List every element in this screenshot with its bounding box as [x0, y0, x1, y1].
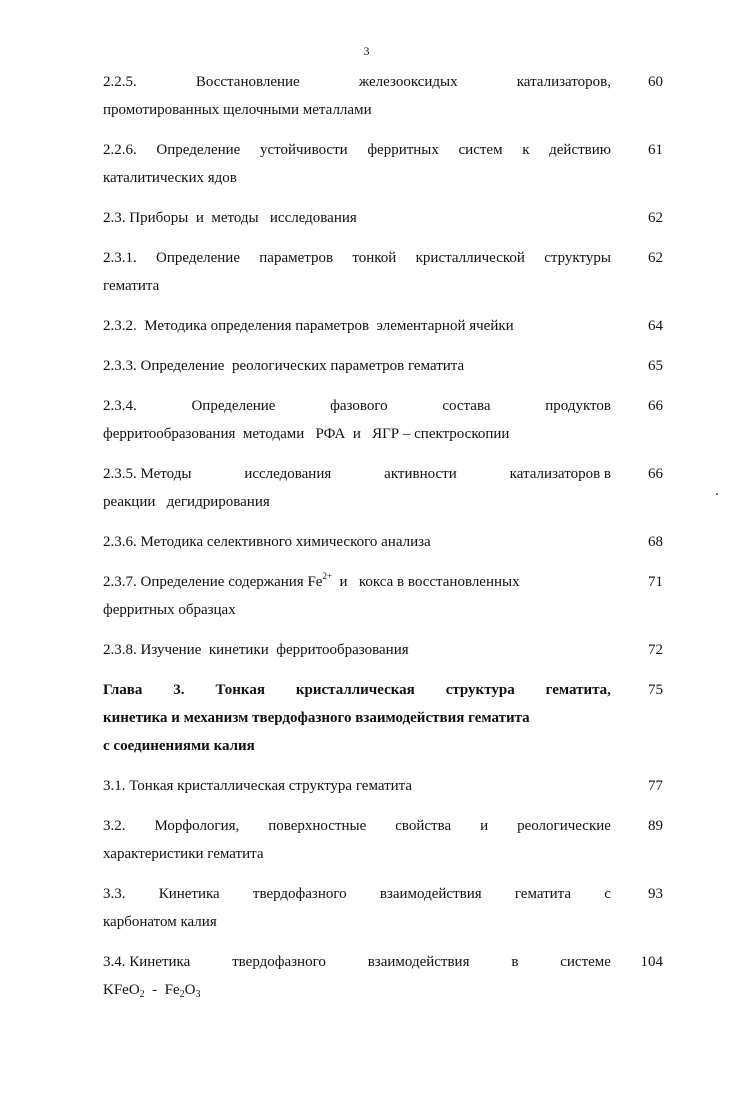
formula-separator: -: [144, 982, 165, 998]
entry-word: 3.3.: [103, 886, 126, 902]
entry-page: 68: [648, 534, 663, 550]
entry-word: системе: [560, 954, 611, 970]
entry-word: фазового: [330, 398, 388, 414]
entry-word: тонкой: [352, 250, 397, 266]
entry-line: [103, 676, 611, 704]
entry-word: твердофазного: [232, 954, 326, 970]
toc-entry-2-3-7: [103, 568, 663, 624]
entry-page: 93: [648, 886, 663, 902]
toc-entry-2-3-6: [103, 528, 663, 556]
entry-page: 89: [648, 818, 663, 834]
entry-line: [103, 568, 611, 596]
entry-word: 2.2.5.: [103, 74, 137, 90]
toc-entry-3-3: [103, 880, 663, 936]
entry-word: Определение: [156, 142, 241, 158]
entry-word: гематита: [514, 886, 572, 902]
entry-word: устойчивости: [259, 142, 348, 158]
table-of-contents: [103, 68, 663, 1016]
entry-page: 104: [640, 954, 663, 970]
entry-word: параметров: [259, 250, 334, 266]
entry-word: катализаторов,: [516, 74, 611, 90]
toc-entry-3-4: [103, 948, 663, 1004]
entry-word: продуктов: [545, 398, 611, 414]
toc-entry-2-3-8: [103, 636, 663, 664]
entry-line: [103, 812, 611, 840]
entry-word: реологические: [517, 818, 611, 834]
entry-word: ферритных: [367, 142, 439, 158]
toc-entry-2-2-5: [103, 68, 663, 124]
entry-line: 2.3.8. Изучение кинетики ферритообразования: [103, 642, 409, 658]
entry-line: [103, 244, 611, 272]
entry-line: 2.3.2. Методика определения параметров элементарной ячейки: [103, 318, 514, 334]
entry-word: 2.3.1.: [103, 250, 137, 266]
entry-word: 3.: [173, 682, 185, 698]
entry-word: поверхностные: [268, 818, 367, 834]
entry-line: промотированных щелочными металлами: [103, 102, 372, 118]
formula-part: Fe: [164, 982, 180, 998]
entry-line: 2.3. Приборы и методы исследования: [103, 210, 357, 226]
entry-line: ферритных образцах: [103, 602, 236, 618]
entry-word: состава: [442, 398, 491, 414]
entry-line: [103, 948, 611, 976]
entry-text: и кокса в восстановленных: [332, 574, 520, 590]
entry-word: взаимодействия: [367, 954, 470, 970]
toc-entry-2-3: [103, 204, 663, 232]
entry-word: действию: [549, 142, 611, 158]
scan-speck: [716, 493, 718, 495]
entry-text: 2.3.7. Определение содержания Fe: [103, 574, 323, 590]
entry-word: в: [511, 954, 519, 970]
entry-word: свойства: [395, 818, 452, 834]
entry-word: к: [522, 142, 530, 158]
entry-page: 77: [648, 778, 663, 794]
formula-line: [103, 976, 611, 1004]
entry-line: характеристики гематита: [103, 846, 264, 862]
entry-word: взаимодействия: [379, 886, 482, 902]
entry-word: 2.3.5. Методы: [103, 466, 192, 482]
entry-word: Определение: [191, 398, 276, 414]
entry-word: Кинетика: [158, 886, 220, 902]
entry-line: [103, 460, 611, 488]
entry-page: 71: [648, 574, 663, 590]
entry-word: структуры: [544, 250, 611, 266]
entry-line: [103, 136, 611, 164]
entry-page: 66: [648, 398, 663, 414]
formula-part: KFeO: [103, 982, 140, 998]
entry-page: 61: [648, 142, 663, 158]
toc-entry-3-2: [103, 812, 663, 868]
entry-line: реакции дегидрирования: [103, 494, 270, 510]
entry-word: исследования: [244, 466, 332, 482]
entry-word: Морфология,: [154, 818, 240, 834]
subscript: 2: [179, 989, 185, 1000]
subscript: 2: [139, 989, 145, 1000]
entry-word: кристаллическая: [295, 682, 415, 698]
entry-page: 66: [648, 466, 663, 482]
toc-entry-2-3-4: [103, 392, 663, 448]
entry-line: 3.1. Тонкая кристаллическая структура гематита: [103, 778, 413, 794]
toc-entry-2-3-3: [103, 352, 663, 380]
entry-page: 64: [648, 318, 663, 334]
entry-word: кристаллической: [415, 250, 525, 266]
entry-word: твердофазного: [252, 886, 347, 902]
entry-line: [103, 68, 611, 96]
entry-word: Определение: [156, 250, 240, 266]
entry-word: структура: [445, 682, 515, 698]
entry-word: 2.3.4.: [103, 398, 137, 414]
subscript: 3: [195, 989, 201, 1000]
entry-word: Тонкая: [215, 682, 265, 698]
entry-line: с соединениями калия: [103, 738, 255, 754]
entry-line: [103, 880, 611, 908]
entry-page: 65: [648, 358, 663, 374]
entry-line: кинетика и механизм твердофазного взаимодействия гематита: [103, 710, 530, 726]
entry-page: 72: [648, 642, 663, 658]
toc-entry-2-3-1: [103, 244, 663, 300]
entry-line: карбонатом калия: [103, 914, 217, 930]
entry-line: каталитических ядов: [103, 170, 237, 186]
toc-entry-2-3-5: [103, 460, 663, 516]
entry-word: железооксидых: [358, 74, 458, 90]
entry-line: 2.3.6. Методика селективного химического анализа: [103, 534, 431, 550]
superscript: 2+: [322, 571, 333, 581]
entry-line: [103, 392, 611, 420]
entry-line: ферритообразования методами РФА и ЯГР – спектроскопии: [103, 426, 510, 442]
entry-page: 62: [648, 250, 663, 266]
entry-page: 75: [648, 682, 663, 698]
entry-word: и: [480, 818, 489, 834]
entry-page: 62: [648, 210, 663, 226]
entry-word: Глава: [103, 682, 143, 698]
entry-word: систем: [458, 142, 503, 158]
toc-entry-2-2-6: [103, 136, 663, 192]
entry-word: катализаторов в: [509, 466, 611, 482]
formula-part: O: [184, 982, 196, 998]
entry-word: 3.4. Кинетика: [103, 954, 191, 970]
entry-word: с: [604, 886, 611, 902]
entry-word: 3.2.: [103, 818, 126, 834]
entry-line: 2.3.3. Определение реологических параметров гематита: [103, 358, 465, 374]
entry-word: 2.2.6.: [103, 142, 137, 158]
entry-word: активности: [384, 466, 457, 482]
entry-word: гематита,: [545, 682, 611, 698]
entry-line: гематита: [103, 278, 160, 294]
toc-entry-chapter-3: [103, 676, 663, 760]
toc-entry-2-3-2: [103, 312, 663, 340]
page-number: 3: [363, 44, 370, 58]
toc-entry-3-1: [103, 772, 663, 800]
entry-word: Восстановление: [195, 74, 300, 90]
entry-page: 60: [648, 74, 663, 90]
